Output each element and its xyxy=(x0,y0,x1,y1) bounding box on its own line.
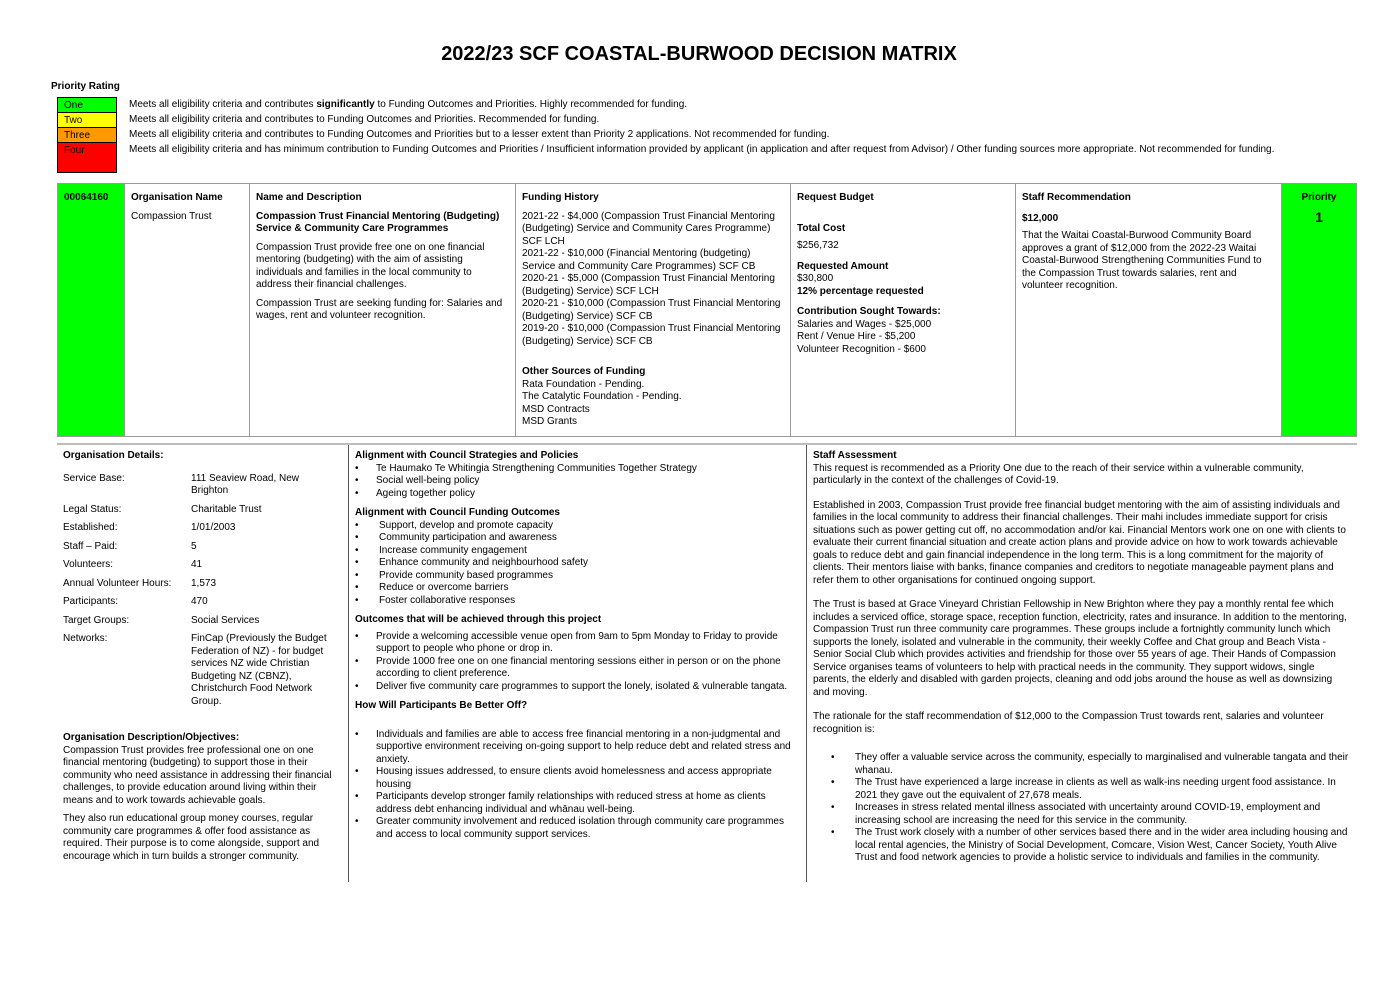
total-cost-value: $256,732 xyxy=(797,240,839,251)
list-item: • Ageing together policy xyxy=(355,488,797,501)
detail-row: Annual Volunteer Hours: 1,573 xyxy=(63,577,217,589)
org-name: Compassion Trust xyxy=(131,210,212,222)
list-item: • Provide 1000 free one on one financial mentoring sessions either in person or on the phone according to client preference. xyxy=(355,656,797,681)
other-source-item: Rata Foundation - Pending. xyxy=(522,378,645,390)
project-outcomes-list xyxy=(355,631,797,694)
application-summary-table xyxy=(57,183,1357,437)
org-name-header: Organisation Name xyxy=(131,192,223,203)
org-description-paragraph: They also run educational group money courses, regular community care programmes & offer food assistance as required. Their purpose is to come alongside, support and encourage which in turn builds a stronger community. xyxy=(63,813,320,862)
alignment-panel xyxy=(355,450,797,841)
assessment-paragraph: Established in 2003, Compassion Trust provide free financial budget mentoring with the aim of assisting individuals and families in the local community to address their financial challenges. Their mahi includes immediate support for crisis situations such as power getting cut off, no accommodation and/or kai. Financial Mentors work one on one with clients to evaluate their current financial situation and create action plans and provide advice on how to work towards achievable goals to reduce debt and gain financial independence in the long term. This is a long commitment for the majority of clients. Their mentors liaise with banks, finance companies and creditors to negotiate manageable payment plans and refer them to other organisations for continued ongoing support. xyxy=(813,499,1346,586)
requested-amount-value: $30,800 xyxy=(797,273,834,284)
priority-value: 1 xyxy=(1315,208,1323,225)
description-header: Name and Description xyxy=(256,192,362,203)
priority-rating-heading: Priority Rating xyxy=(51,81,120,92)
priority-swatch-one: One xyxy=(57,97,117,112)
project-name: Compassion Trust Financial Mentoring (Budgeting) Service & Community Care Programmes xyxy=(256,210,500,234)
staff-assessment-panel xyxy=(813,450,1351,865)
org-description-paragraph: Compassion Trust provides free professional one on one financial mentoring (budgeting) to support those in their community who need assistance in addressing their financial challenges, to provide education around living within their means and to work towards achievable goals. xyxy=(63,744,332,806)
priority-description: Meets all eligibility criteria and has minimum contribution to Funding Outcomes and Priorities / Insufficient information provided by applicant (in application and after request from Advisor) / Other funding sources more appropriate. Not recommended for funding. xyxy=(129,144,1275,155)
funding-history-list xyxy=(522,211,784,349)
strategies-list xyxy=(355,463,797,501)
funding-history-cell xyxy=(516,184,791,436)
better-off-list xyxy=(355,729,797,842)
priority-description: Meets all eligibility criteria and contributes significantly to Funding Outcomes and Priorities. Highly recommended for funding. xyxy=(129,99,688,110)
staff-recommendation-text: That the Waitai Coastal-Burwood Community Board approves a grant of $12,000 from the 2022-23 Waitai Coastal-Burwood Strengthening Communities Fund to the Compassion Trust towards salaries, rent and volunteer recognition. xyxy=(1022,230,1262,291)
organisation-name-cell xyxy=(125,184,250,436)
funding-outcomes-list xyxy=(355,520,797,608)
request-budget-cell xyxy=(791,184,1016,436)
column-divider xyxy=(806,445,807,882)
other-sources-header: Other Sources of Funding xyxy=(522,366,646,377)
contribution-item: Salaries and Wages - $25,000 xyxy=(797,318,932,330)
detail-row: Networks: FinCap (Previously the Budget Federation of NZ) - for budget services NZ wide Christian Budgeting NZ (CBNZ), Christchurch Food Network Group. xyxy=(63,633,327,707)
list-item: • Support, develop and promote capacity xyxy=(355,520,797,533)
detail-row: Legal Status: Charitable Trust xyxy=(63,503,262,515)
organisation-details-panel xyxy=(63,450,339,863)
list-item: • The Trust have experienced a large increase in clients as well as walk-ins needing urgent food assistance. In 2021 they gave out the equivalent of 27,678 meals. xyxy=(813,777,1351,802)
priority-rating-row xyxy=(57,97,1347,112)
list-item: • Provide a welcoming accessible venue open from 9am to 5pm Monday to Friday to provide support to people who phone or drop in. xyxy=(355,631,797,656)
list-item: • Reduce or overcome barriers xyxy=(355,582,797,595)
assessment-paragraph: The Trust is based at Grace Vineyard Christian Fellowship in New Brighton where they pay a monthly rental fee which includes a serviced office, storage space, reception function, electricity, rates and insurance. In addition to the mentoring, Compassion Trust run three community care programmes. These groups include a fortnightly community lunch which supports the lonely, isolated and vulnerable in the community, their weekly Coffee and Chat group and Beach Vista - Senior Social Club which provides activities and friendship for those over 55 years of age. Their Hands of Compassion Service organises teams of volunteers to help with practical needs in the community. They support widows, single parents, the elderly and disabled with garden projects, cleaning and odd jobs around the house as well as downsizing and moving. xyxy=(813,599,1347,698)
column-divider xyxy=(348,445,349,882)
list-item: • Enhance community and neighbourhood safety xyxy=(355,557,797,570)
staff-recommendation-header: Staff Recommendation xyxy=(1022,192,1131,203)
list-item: • Te Haumako Te Whitingia Strengthening Communities Together Strategy xyxy=(355,463,797,476)
priority-rating-legend xyxy=(57,97,1347,173)
other-source-item: MSD Grants xyxy=(522,416,578,427)
priority-description: Meets all eligibility criteria and contributes to Funding Outcomes and Priorities but to a lesser extent than Priority 2 applications. Not recommended for funding. xyxy=(129,129,830,140)
funding-history-item: 2021-22 - $10,000 (Financial Mentoring (budgeting) Service and Community Care Programmes) SCF CB xyxy=(522,248,756,272)
list-item: • The Trust work closely with a number of other services based there and in the wider area including housing and local rental agencies, the Ministry of Social Development, Comcare, Vision West, Cancer Society, Youth Alive Trust and food network agencies to provide a holistic service to individuals and families in the community. xyxy=(813,827,1351,865)
priority-cell xyxy=(1282,184,1356,436)
list-item: • Provide community based programmes xyxy=(355,570,797,583)
project-outcomes-heading: Outcomes that will be achieved through this project xyxy=(355,614,602,625)
recommended-amount: $12,000 xyxy=(1022,212,1059,224)
total-cost-label: Total Cost xyxy=(797,222,846,234)
priority-swatch-four: Four xyxy=(57,142,117,173)
list-item: • Deliver five community care programmes to support the lonely, isolated & vulnerable tangata. xyxy=(355,681,797,694)
org-details-heading: Organisation Details: xyxy=(63,450,164,461)
detail-row: Staff – Paid: 5 xyxy=(63,540,197,552)
other-source-item: The Catalytic Foundation - Pending. xyxy=(522,391,682,402)
list-item: • Greater community involvement and reduced isolation through community care programmes and access to local community support services. xyxy=(355,816,797,841)
detail-row: Target Groups: Social Services xyxy=(63,614,260,626)
list-item: • Increases in stress related mental illness associated with uncertainty around COVID-19, employment and increasing school are increasing the need for this service in the community. xyxy=(813,802,1351,827)
priority-swatch-three: Three xyxy=(57,127,117,142)
contribution-item: Rent / Venue Hire - $5,200 xyxy=(797,331,916,342)
list-item: • Housing issues addressed, to ensure clients avoid homelessness and access appropriate housing xyxy=(355,766,797,791)
funding-history-item: 2020-21 - $5,000 (Compassion Trust Financial Mentoring (Budgeting) Service) SCF LCH xyxy=(522,273,775,297)
list-item: • Foster collaborative responses xyxy=(355,595,797,608)
detail-row: Established: 1/01/2003 xyxy=(63,522,236,533)
priority-description: Meets all eligibility criteria and contributes to Funding Outcomes and Priorities. Recommended for funding. xyxy=(129,114,600,125)
priority-rating-row xyxy=(57,142,1347,173)
list-item: • Increase community engagement xyxy=(355,545,797,558)
description-paragraph: Compassion Trust are seeking funding for: Salaries and wages, rent and volunteer recognition. xyxy=(256,297,503,321)
staff-recommendation-cell xyxy=(1016,184,1282,436)
contribution-item: Volunteer Recognition - $600 xyxy=(797,343,926,355)
list-item: • They offer a valuable service across the community, especially to marginalised and vulnerable tangata and their whanau. xyxy=(813,752,1351,777)
better-off-heading: How Will Participants Be Better Off? xyxy=(355,700,528,711)
priority-rating-row xyxy=(57,112,1347,127)
org-description-heading: Organisation Description/Objectives: xyxy=(63,732,240,743)
priority-swatch-two: Two xyxy=(57,112,117,127)
rationale-list xyxy=(813,752,1351,865)
section-divider xyxy=(57,443,1357,445)
description-paragraph: Compassion Trust provide free one on one financial mentoring (budgeting) with the aim of assisting individuals and families in the local community to address their financial challenges. xyxy=(256,241,485,290)
funding-history-item: 2019-20 - $10,000 (Compassion Trust Financial Mentoring (Budgeting) Service) SCF CB xyxy=(522,323,781,347)
priority-header: Priority xyxy=(1301,192,1337,203)
requested-amount-label: Requested Amount xyxy=(797,260,889,272)
assessment-paragraph: This request is recommended as a Priority One due to the reach of their service within a vulnerable community, particularly in the context of the challenges of Covid-19. xyxy=(813,462,1304,486)
detail-row: Participants: 470 xyxy=(63,596,208,607)
funding-history-header: Funding History xyxy=(522,192,599,203)
funding-outcomes-heading: Alignment with Council Funding Outcomes xyxy=(355,507,560,518)
application-id: 00064160 xyxy=(64,192,109,203)
detail-row: Service Base: 111 Seaview Road, New Brighton xyxy=(63,472,300,496)
priority-rating-row xyxy=(57,127,1347,142)
funding-history-item: 2021-22 - $4,000 (Compassion Trust Financial Mentoring (Budgeting) Service and Community Cares Programme) SCF LCH xyxy=(522,210,775,247)
application-id-cell xyxy=(58,184,125,436)
detail-row: Volunteers: 41 xyxy=(63,559,203,570)
assessment-paragraph: The rationale for the staff recommendation of $12,000 to the Compassion Trust towards rent, salaries and volunteer recognition is: xyxy=(813,711,1324,735)
percentage-requested: 12% percentage requested xyxy=(797,285,924,297)
strategies-heading: Alignment with Council Strategies and Policies xyxy=(355,450,579,461)
page-title: 2022/23 SCF COASTAL-BURWOOD DECISION MATRIX xyxy=(441,43,957,65)
staff-assessment-heading: Staff Assessment xyxy=(813,450,897,461)
list-item: • Individuals and families are able to access free financial mentoring in a non-judgmental and supportive environment receiving on-going support to help reduce debt and related stress and anxiety. xyxy=(355,729,797,767)
list-item: • Social well-being policy xyxy=(355,475,797,488)
contribution-label: Contribution Sought Towards: xyxy=(797,306,941,317)
funding-history-item: 2020-21 - $10,000 (Compassion Trust Financial Mentoring (Budgeting) Service) SCF CB xyxy=(522,298,781,322)
list-item: • Community participation and awareness xyxy=(355,532,797,545)
description-cell xyxy=(250,184,516,436)
list-item: • Participants develop stronger family relationships with reduced stress at home as clients address debt enhancing individual and whānau well-being. xyxy=(355,791,797,816)
request-budget-header: Request Budget xyxy=(797,192,874,203)
other-source-item: MSD Contracts xyxy=(522,403,590,415)
